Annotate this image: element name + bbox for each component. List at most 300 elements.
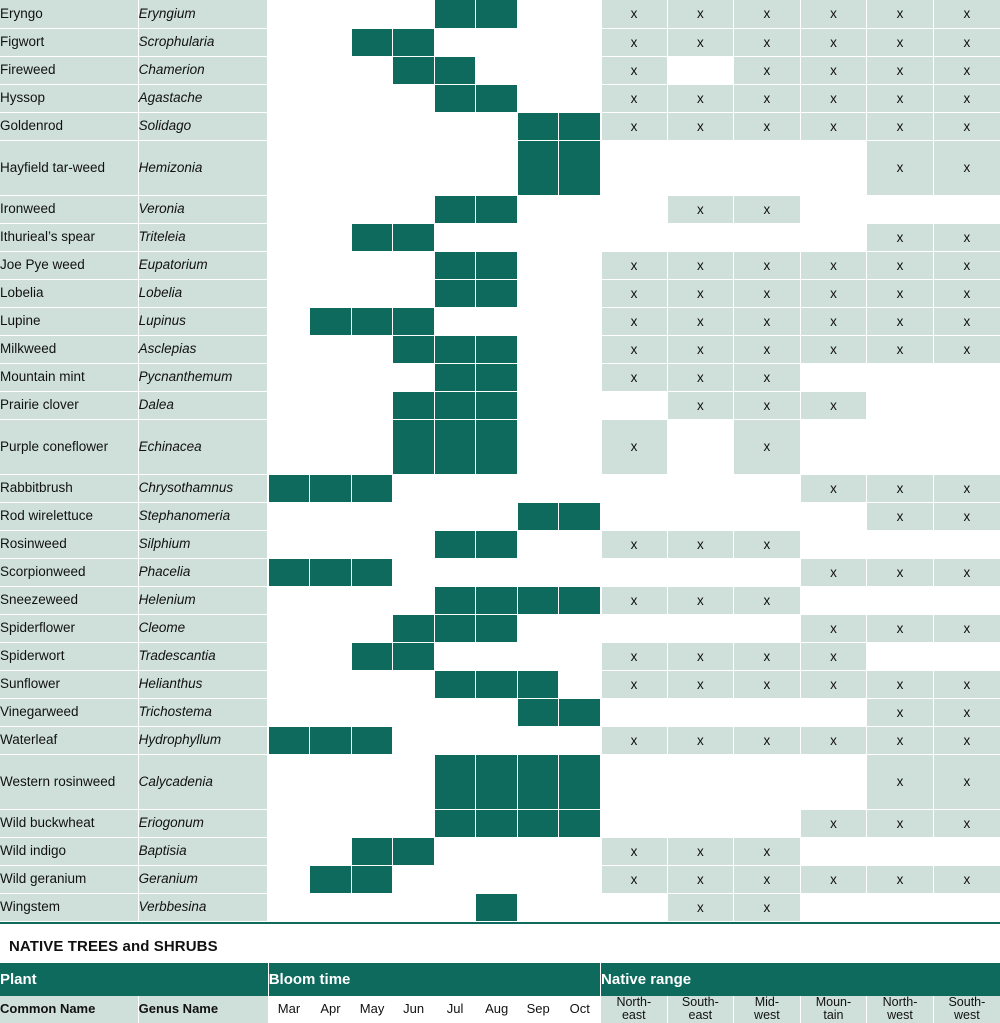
subheader-month-sep: Sep (517, 996, 559, 1023)
table-row (0, 251, 1000, 279)
range-cell: x (933, 670, 1000, 698)
table-row (0, 698, 1000, 726)
bloom-cell-oct (559, 642, 601, 670)
range-cell: x (734, 391, 801, 419)
bloom-cell-oct (559, 84, 601, 112)
range-cell (734, 223, 801, 251)
plant-common-name: Wild indigo (0, 837, 138, 865)
range-cell (667, 140, 734, 195)
table-row (0, 893, 1000, 921)
table-row (0, 195, 1000, 223)
plant-genus-name: Tradescantia (138, 642, 268, 670)
range-cell: x (734, 307, 801, 335)
bloom-cell-may (351, 670, 393, 698)
bloom-cell-apr (310, 558, 352, 586)
range-cell: x (867, 56, 934, 84)
plant-common-name: Rod wirelettuce (0, 502, 138, 530)
bloom-cell-sep (517, 335, 559, 363)
plant-genus-name: Echinacea (138, 419, 268, 474)
range-cell: x (601, 726, 668, 754)
range-cell (800, 140, 867, 195)
plant-common-name: Ithurieal’s spear (0, 223, 138, 251)
range-cell: x (734, 84, 801, 112)
table-row (0, 865, 1000, 893)
plant-genus-name: Triteleia (138, 223, 268, 251)
plant-genus-name: Solidago (138, 112, 268, 140)
range-cell (734, 474, 801, 502)
bloom-cell-oct (559, 28, 601, 56)
bloom-cell-jul (434, 84, 476, 112)
table-row (0, 614, 1000, 642)
bloom-cell-may (351, 223, 393, 251)
bloom-cell-aug (476, 614, 518, 642)
bloom-cell-aug (476, 502, 518, 530)
table-row (0, 530, 1000, 558)
header-bloom-time: Bloom time (268, 963, 600, 996)
bloom-cell-aug (476, 586, 518, 614)
range-cell (601, 809, 668, 837)
bloom-cell-jul (434, 614, 476, 642)
range-cell (933, 419, 1000, 474)
range-cell (734, 614, 801, 642)
bloom-cell-may (351, 363, 393, 391)
subheader-range-3: Moun- tain (800, 996, 867, 1023)
bloom-cell-sep (517, 530, 559, 558)
bloom-cell-jul (434, 279, 476, 307)
plant-genus-name: Trichostema (138, 698, 268, 726)
bloom-cell-mar (268, 865, 310, 893)
range-cell: x (734, 56, 801, 84)
range-cell: x (867, 865, 934, 893)
table-row (0, 279, 1000, 307)
table-row (0, 726, 1000, 754)
subheader-month-oct: Oct (559, 996, 601, 1023)
range-cell (601, 558, 668, 586)
range-cell: x (867, 614, 934, 642)
bloom-cell-may (351, 698, 393, 726)
bloom-cell-may (351, 112, 393, 140)
range-cell (667, 502, 734, 530)
bloom-cell-jun (393, 223, 435, 251)
bloom-cell-aug (476, 391, 518, 419)
plant-genus-name: Silphium (138, 530, 268, 558)
plant-common-name: Western rosinweed (0, 754, 138, 809)
bloom-cell-sep (517, 56, 559, 84)
bloom-cell-oct (559, 586, 601, 614)
range-cell (601, 698, 668, 726)
bloom-cell-may (351, 195, 393, 223)
bloom-cell-oct (559, 558, 601, 586)
table-row (0, 307, 1000, 335)
range-cell: x (734, 586, 801, 614)
subheader-month-aug: Aug (476, 996, 518, 1023)
bloom-cell-oct (559, 726, 601, 754)
range-cell: x (601, 865, 668, 893)
bloom-cell-jul (434, 865, 476, 893)
bloom-cell-apr (310, 223, 352, 251)
bloom-cell-sep (517, 28, 559, 56)
bloom-cell-may (351, 335, 393, 363)
range-cell: x (601, 279, 668, 307)
bloom-cell-jun (393, 391, 435, 419)
bloom-cell-mar (268, 0, 310, 28)
subheader-month-jun: Jun (393, 996, 435, 1023)
bloom-cell-jun (393, 586, 435, 614)
bloom-cell-may (351, 56, 393, 84)
bloom-cell-oct (559, 502, 601, 530)
plant-common-name: Hyssop (0, 84, 138, 112)
bloom-cell-jun (393, 140, 435, 195)
range-cell: x (867, 670, 934, 698)
bloom-cell-apr (310, 140, 352, 195)
range-cell: x (867, 754, 934, 809)
bloom-cell-jun (393, 893, 435, 921)
range-cell (601, 391, 668, 419)
plant-genus-name: Scrophularia (138, 28, 268, 56)
range-cell: x (800, 865, 867, 893)
bloom-cell-mar (268, 56, 310, 84)
bloom-cell-mar (268, 474, 310, 502)
bloom-cell-may (351, 0, 393, 28)
bloom-cell-jun (393, 28, 435, 56)
range-cell (867, 837, 934, 865)
range-cell (933, 391, 1000, 419)
range-cell: x (933, 251, 1000, 279)
table-row (0, 586, 1000, 614)
plant-common-name: Prairie clover (0, 391, 138, 419)
range-cell: x (734, 893, 801, 921)
range-cell: x (800, 279, 867, 307)
table-row (0, 391, 1000, 419)
bloom-cell-mar (268, 754, 310, 809)
bloom-cell-mar (268, 726, 310, 754)
range-cell: x (667, 642, 734, 670)
subheader-range-1: South- east (667, 996, 734, 1023)
range-cell: x (667, 251, 734, 279)
range-cell (734, 140, 801, 195)
range-cell: x (601, 642, 668, 670)
bloom-cell-oct (559, 112, 601, 140)
range-cell (933, 195, 1000, 223)
plant-common-name: Vinegarweed (0, 698, 138, 726)
bloom-cell-may (351, 391, 393, 419)
bloom-cell-jun (393, 335, 435, 363)
range-cell: x (933, 140, 1000, 195)
range-cell: x (734, 0, 801, 28)
bloom-cell-oct (559, 614, 601, 642)
range-cell: x (667, 28, 734, 56)
range-cell: x (734, 28, 801, 56)
range-cell: x (667, 530, 734, 558)
range-cell (667, 754, 734, 809)
bloom-cell-oct (559, 698, 601, 726)
plant-genus-name: Lupinus (138, 307, 268, 335)
bloom-cell-aug (476, 195, 518, 223)
range-cell: x (601, 112, 668, 140)
bloom-cell-aug (476, 307, 518, 335)
range-cell (667, 56, 734, 84)
table-row (0, 670, 1000, 698)
plant-common-name: Rosinweed (0, 530, 138, 558)
bloom-cell-sep (517, 307, 559, 335)
range-cell: x (867, 84, 934, 112)
bloom-cell-jun (393, 363, 435, 391)
bloom-cell-mar (268, 614, 310, 642)
bloom-cell-jul (434, 140, 476, 195)
range-cell (601, 223, 668, 251)
range-cell: x (867, 502, 934, 530)
range-cell: x (800, 726, 867, 754)
bloom-cell-oct (559, 195, 601, 223)
range-cell: x (867, 0, 934, 28)
range-cell: x (933, 502, 1000, 530)
table-subheader (0, 996, 1000, 1023)
range-cell: x (601, 419, 668, 474)
bloom-cell-aug (476, 112, 518, 140)
range-cell (933, 530, 1000, 558)
range-cell (800, 698, 867, 726)
range-cell: x (667, 893, 734, 921)
bloom-cell-mar (268, 223, 310, 251)
range-cell (667, 809, 734, 837)
bloom-cell-aug (476, 726, 518, 754)
range-cell: x (734, 363, 801, 391)
range-cell: x (734, 530, 801, 558)
range-cell: x (667, 335, 734, 363)
bloom-cell-jul (434, 307, 476, 335)
range-cell: x (601, 363, 668, 391)
subheader-month-jul: Jul (434, 996, 476, 1023)
bloom-cell-oct (559, 279, 601, 307)
range-cell: x (667, 195, 734, 223)
bloom-cell-jun (393, 837, 435, 865)
range-cell (867, 195, 934, 223)
plant-common-name: Spiderwort (0, 642, 138, 670)
bloom-cell-jun (393, 0, 435, 28)
plant-common-name: Sneezeweed (0, 586, 138, 614)
range-cell (800, 223, 867, 251)
range-cell: x (734, 335, 801, 363)
table-row (0, 112, 1000, 140)
range-cell (800, 502, 867, 530)
plant-genus-name: Agastache (138, 84, 268, 112)
plant-common-name: Sunflower (0, 670, 138, 698)
range-cell: x (601, 530, 668, 558)
bloom-cell-jul (434, 726, 476, 754)
header-plant: Plant (0, 963, 268, 996)
bloom-cell-mar (268, 419, 310, 474)
bloom-cell-apr (310, 112, 352, 140)
table-row (0, 28, 1000, 56)
bloom-cell-jun (393, 558, 435, 586)
plant-common-name: Goldenrod (0, 112, 138, 140)
bloom-cell-mar (268, 28, 310, 56)
bloom-cell-jun (393, 419, 435, 474)
table-row (0, 419, 1000, 474)
bloom-cell-may (351, 28, 393, 56)
range-cell (601, 195, 668, 223)
range-cell (601, 893, 668, 921)
table-row (0, 809, 1000, 837)
range-cell: x (933, 0, 1000, 28)
plant-common-name: Mountain mint (0, 363, 138, 391)
range-cell: x (667, 307, 734, 335)
range-cell: x (933, 754, 1000, 809)
range-cell: x (601, 251, 668, 279)
subheader-month-mar: Mar (268, 996, 310, 1023)
table-row (0, 642, 1000, 670)
subheader-range-0: North- east (601, 996, 668, 1023)
subheader-common-name: Common Name (0, 996, 138, 1023)
range-cell: x (933, 698, 1000, 726)
range-cell: x (933, 558, 1000, 586)
bloom-cell-mar (268, 530, 310, 558)
bloom-cell-jul (434, 0, 476, 28)
bloom-cell-aug (476, 0, 518, 28)
bloom-cell-oct (559, 335, 601, 363)
range-cell (933, 363, 1000, 391)
range-cell: x (667, 391, 734, 419)
range-cell: x (667, 670, 734, 698)
bloom-cell-sep (517, 698, 559, 726)
bloom-cell-jul (434, 56, 476, 84)
range-cell: x (667, 0, 734, 28)
bloom-cell-sep (517, 865, 559, 893)
table-row (0, 754, 1000, 809)
bloom-cell-jul (434, 419, 476, 474)
bloom-cell-sep (517, 112, 559, 140)
range-cell: x (800, 391, 867, 419)
bloom-cell-sep (517, 84, 559, 112)
bloom-cell-jun (393, 502, 435, 530)
range-cell: x (800, 642, 867, 670)
bloom-cell-mar (268, 363, 310, 391)
bloom-cell-sep (517, 893, 559, 921)
bloom-cell-mar (268, 195, 310, 223)
bloom-cell-apr (310, 614, 352, 642)
bloom-cell-sep (517, 726, 559, 754)
range-cell: x (667, 363, 734, 391)
bloom-cell-may (351, 558, 393, 586)
range-cell: x (601, 28, 668, 56)
plant-genus-name: Stephanomeria (138, 502, 268, 530)
bloom-cell-jun (393, 56, 435, 84)
range-cell: x (800, 251, 867, 279)
bloom-cell-sep (517, 837, 559, 865)
range-cell (867, 530, 934, 558)
range-cell: x (867, 809, 934, 837)
bloom-cell-mar (268, 502, 310, 530)
bloom-cell-oct (559, 391, 601, 419)
range-cell (601, 754, 668, 809)
bloom-cell-jun (393, 112, 435, 140)
bloom-cell-sep (517, 670, 559, 698)
range-cell: x (800, 56, 867, 84)
range-cell: x (667, 865, 734, 893)
bloom-cell-oct (559, 223, 601, 251)
range-cell (734, 809, 801, 837)
plant-genus-name: Calycadenia (138, 754, 268, 809)
bloom-cell-may (351, 726, 393, 754)
bloom-cell-apr (310, 698, 352, 726)
plant-genus-name: Hemizonia (138, 140, 268, 195)
range-cell (601, 474, 668, 502)
plant-genus-name: Veronia (138, 195, 268, 223)
range-cell: x (933, 112, 1000, 140)
bloom-cell-sep (517, 279, 559, 307)
range-cell (667, 223, 734, 251)
range-cell: x (867, 251, 934, 279)
bloom-cell-jul (434, 642, 476, 670)
bloom-cell-oct (559, 56, 601, 84)
range-cell: x (601, 84, 668, 112)
bloom-cell-jul (434, 391, 476, 419)
bloom-cell-apr (310, 474, 352, 502)
bloom-cell-apr (310, 809, 352, 837)
bloom-cell-jun (393, 279, 435, 307)
range-cell: x (667, 279, 734, 307)
range-cell (933, 586, 1000, 614)
plant-genus-name: Dalea (138, 391, 268, 419)
bloom-cell-may (351, 502, 393, 530)
plant-genus-name: Cleome (138, 614, 268, 642)
bloom-cell-may (351, 893, 393, 921)
subheader-range-5: South- west (933, 996, 1000, 1023)
bloom-cell-apr (310, 307, 352, 335)
bloom-cell-sep (517, 391, 559, 419)
plant-genus-name: Asclepias (138, 335, 268, 363)
plant-common-name: Spiderflower (0, 614, 138, 642)
bloom-cell-jun (393, 809, 435, 837)
bloom-cell-jul (434, 195, 476, 223)
range-cell: x (734, 251, 801, 279)
bloom-cell-may (351, 809, 393, 837)
bloom-cell-aug (476, 419, 518, 474)
bloom-cell-apr (310, 84, 352, 112)
range-cell: x (867, 698, 934, 726)
bloom-cell-mar (268, 893, 310, 921)
bloom-cell-jul (434, 893, 476, 921)
bloom-cell-jul (434, 586, 476, 614)
range-cell (867, 586, 934, 614)
table-row (0, 56, 1000, 84)
range-cell: x (601, 670, 668, 698)
range-cell: x (867, 726, 934, 754)
bloom-cell-aug (476, 642, 518, 670)
bloom-cell-jun (393, 865, 435, 893)
bloom-cell-oct (559, 837, 601, 865)
range-cell (867, 893, 934, 921)
bloom-cell-mar (268, 586, 310, 614)
bloom-cell-apr (310, 586, 352, 614)
range-cell: x (601, 837, 668, 865)
plant-genus-name: Chrysothamnus (138, 474, 268, 502)
bloom-cell-oct (559, 530, 601, 558)
bloom-cell-oct (559, 670, 601, 698)
bloom-cell-aug (476, 893, 518, 921)
bloom-cell-aug (476, 670, 518, 698)
range-cell (601, 502, 668, 530)
bloom-cell-jul (434, 223, 476, 251)
range-cell (734, 754, 801, 809)
range-cell: x (933, 223, 1000, 251)
plant-genus-name: Geranium (138, 865, 268, 893)
range-cell: x (667, 726, 734, 754)
bloom-cell-aug (476, 28, 518, 56)
bloom-cell-sep (517, 754, 559, 809)
bloom-cell-apr (310, 837, 352, 865)
bloom-cell-may (351, 279, 393, 307)
